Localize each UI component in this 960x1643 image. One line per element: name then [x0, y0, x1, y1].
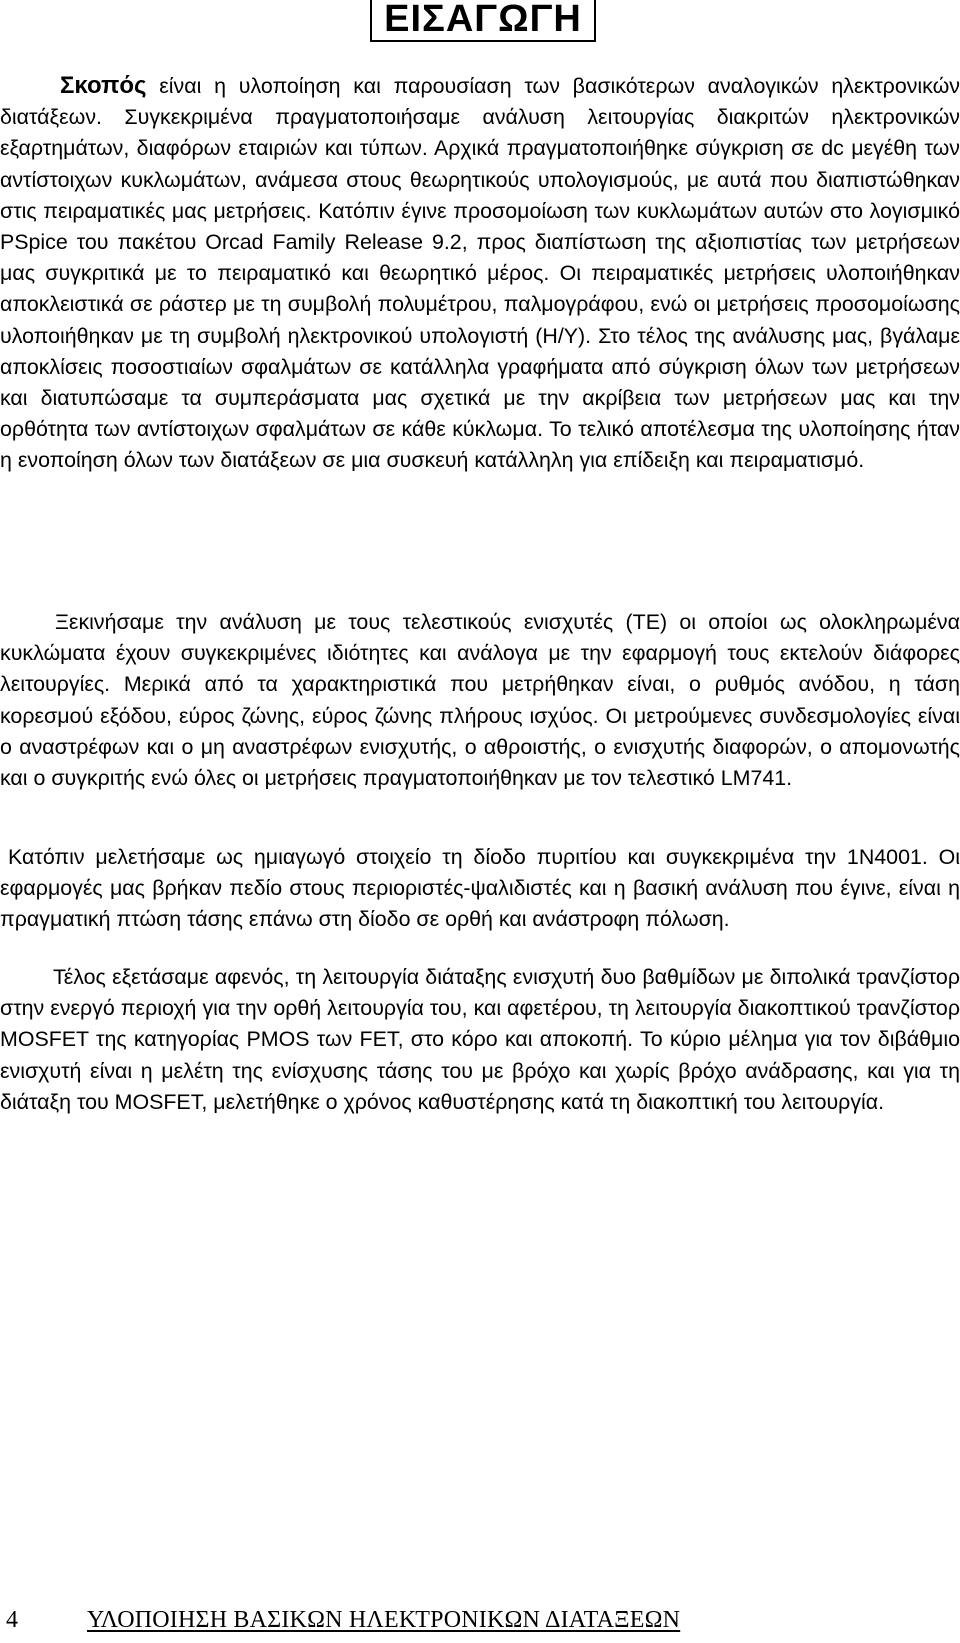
paragraph-lead-word: Σκοπός [60, 72, 147, 99]
paragraph-purpose-text: είναι η υλοποίηση και παρουσίαση των βασικότερων αναλογικών ηλεκτρονικών διατάξεων. Συγκεκριμένα πραγματοποιήσαμε ανάλυση λειτουργίας διακριτών ηλεκτρονικών εξαρτημάτων, διαφόρων εταιριών και τύπων. Αρχικά πραγματοποιήθηκε σύγκριση σε dc μεγέθη των αντίστοιχων κυκλωμάτων, ανάμεσα στους θεωρητικούς υπολογισμούς, με αυτά που διαπιστώθηκαν στις πειραματικές μας μετρήσεις. Κατόπιν έγινε προσομοίωση των κυκλωμάτων αυτών στο λογισμικό PSpice του πακέτου Orcad Family Release 9.2, προς διαπίστωση της αξιοπιστίας των μετρήσεων μας συγκριτικά με το πειραματικό και θεωρητικό μέρος. Οι πειραματικές μετρήσεις υλοποιήθηκαν αποκλειστικά σε ράστερ με τη συμβολή πολυμέτρου, παλμογράφου, ενώ οι μετρήσεις προσομοίωσης υλοποιήθηκαν με τη συμβολή ηλεκτρονικού υπολογιστή (Η/Υ). Στο τέλος της ανάλυσης μας, βγάλαμε αποκλίσεις ποσοστιαίων σφαλμάτων σε κατάλληλα γραφήματα από σύγκριση όλων των μετρήσεων και διατυπώσαμε τα συμπεράσματα μας σχετικά με την ακρίβεια των μετρήσεων μας και την ορθότητα των αντίστοιχων σφαλμάτων σε κάθε κύκλωμα. Το τελικό αποτέλεσμα της υλοποίησης ήταν η ενοποίηση όλων των διατάξεων σε μια συσκευή κατάλληλη για επίδειξη και πειραματισμό. [0, 74, 960, 473]
paragraph-purpose [0, 70, 960, 477]
page-number: 4 [6, 1607, 18, 1633]
paragraph-op-amps: Ξεκινήσαμε την ανάλυση με τους τελεστικούς ενισχυτές (ΤΕ) οι οποίοι ως ολοκληρωμένα κυκλώματα έχουν συγκεκριμένες ιδιότητες και ανάλογα με την εφαρμογή τους εκτελούν διάφορες λειτουργίες. Μερικά από τα χαρακτηριστικά που μετρήθηκαν είναι, ο ρυθμός ανόδου, η τάση κορεσμού εξόδου, εύρος ζώνης, εύρος ζώνης πλήρους ισχύος. Οι μετρούμενες συνδεσμολογίες είναι ο αναστρέφων και ο μη αναστρέφων ενισχυτής, ο αθροιστής, ο ενισχυτής διαφορών, ο απομονωτής και ο συγκριτής ενώ όλες οι μετρήσεις πραγματοποιήθηκαν με τον τελεστικό LM741. [0, 610, 960, 791]
running-title: ΥΛΟΠΟΙΗΣΗ ΒΑΣΙΚΩΝ ΗΛΕΚΤΡΟΝΙΚΩΝ ΔΙΑΤΑΞΕΩΝ [87, 1607, 681, 1633]
page-title: ΕΙΣΑΓΩΓΗ [370, 0, 596, 42]
paragraph-transistors: Τέλος εξετάσαμε αφενός, τη λειτουργία διάταξης ενισχυτή δυο βαθμίδων με διπολικά τρανζίστορ στην ενεργό περιοχή για την ορθή λειτουργία του, και αφετέρου, τη λειτουργία διακοπτικού τρανζίστορ MOSFET της κατηγορίας PMOS των FET, στο κόρο και αποκοπή. Το κύριο μέλημα για τον διβάθμιο ενισχυτή είναι η μελέτη της ενίσχυσης τάσης του με βρόχο και χωρίς βρόχο ανάδρασης, και για τη διάταξη του MOSFET, μελετήθηκε ο χρόνος καθυστέρησης κατά τη διακοπτική του λειτουργία. [0, 965, 960, 1114]
paragraph-diode: Κατόπιν μελετήσαμε ως ημιαγωγό στοιχείο τη δίοδο πυριτίου και συγκεκριμένα την 1N4001. Οι εφαρμογές μας βρήκαν πεδίο στους περιοριστές-ψαλιδιστές και η βασική ανάλυση που έγινε, είναι η πραγματική πτώση τάσης επάνω στη δίοδο σε ορθή και ανάστροφη πόλωση. [0, 845, 960, 932]
